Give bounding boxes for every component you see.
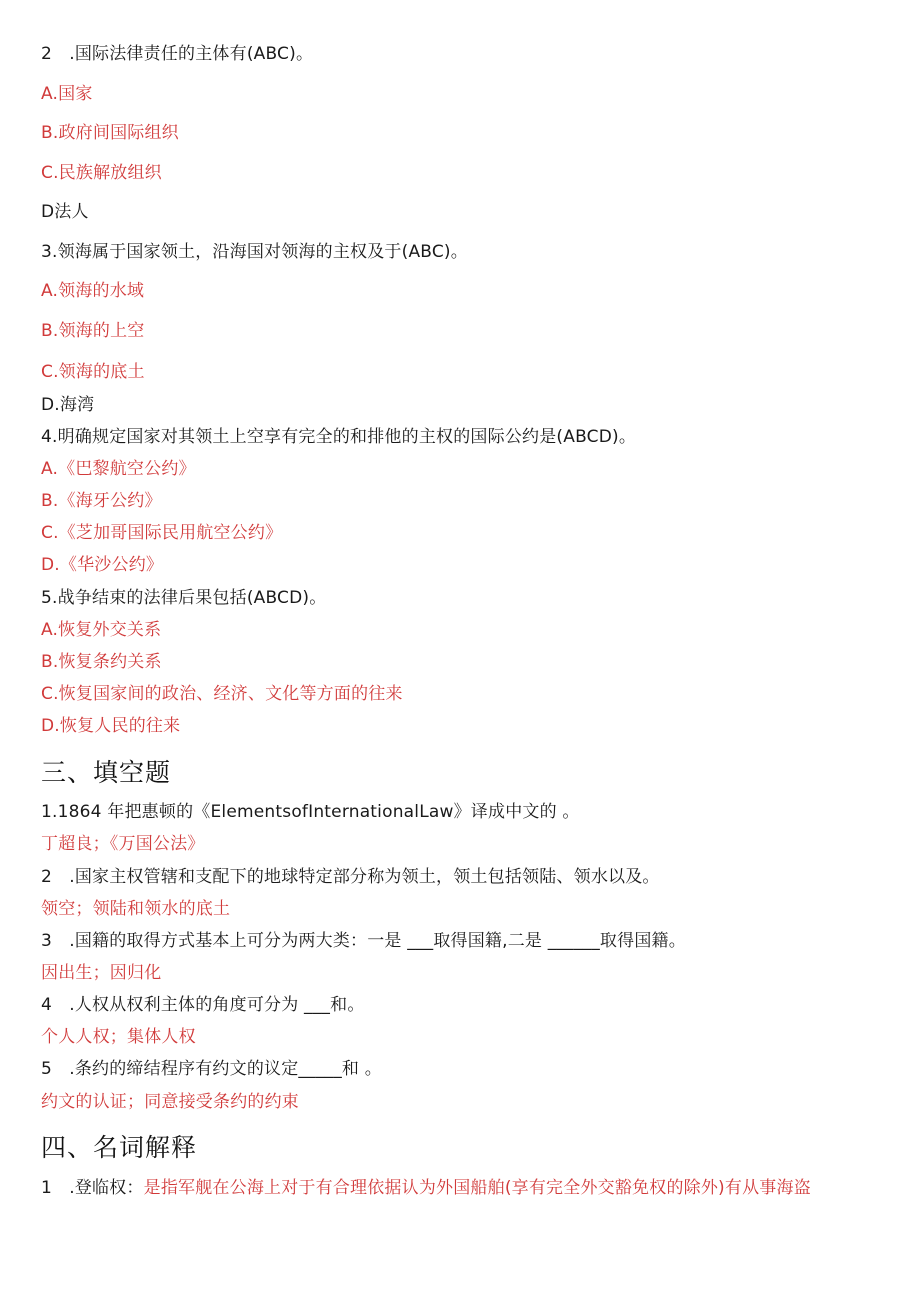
section-heading-fill-in: 三、填空题 [41, 758, 172, 787]
fill-answer-3: 因出生；因归化 [41, 963, 162, 983]
question-3: 3.领海属于国家领土，沿海国对领海的主权及于(ABC)。 [41, 242, 468, 262]
q4-option-d: D.《华沙公约》 [41, 555, 164, 575]
q2-option-b: B.政府间国际组织 [41, 123, 179, 143]
q5-option-a: A.恢复外交关系 [41, 620, 162, 640]
fill-answer-1: 丁超良；《万国公法》 [41, 834, 205, 854]
q2-option-c: C.民族解放组织 [41, 163, 162, 183]
fill-answer-2: 领空；领陆和领水的底土 [41, 899, 231, 919]
q3-option-a: A.领海的水域 [41, 281, 145, 301]
q3-option-c: C.领海的底土 [41, 362, 145, 382]
term-1-label: 1 .登临权： [41, 1178, 144, 1198]
question-4: 4.明确规定国家对其领土上空享有完全的和排他的主权的国际公约是(ABCD)。 [41, 427, 637, 447]
fill-answer-4: 个人人权；集体人权 [41, 1027, 196, 1047]
q3-option-b: B.领海的上空 [41, 321, 145, 341]
q3-option-d: D.海湾 [41, 395, 95, 415]
q4-option-c: C.《芝加哥国际民用航空公约》 [41, 523, 283, 543]
term-1-definition: 是指军舰在公海上对于有合理依据认为外国船舶(享有完全外交豁免权的除外)有从事海盗 [143, 1178, 811, 1198]
q4-option-b: B.《海牙公约》 [41, 491, 162, 511]
fill-question-5: 5 .条约的缔结程序有约文的议定_____和 。 [41, 1059, 382, 1079]
term-1 [41, 1177, 811, 1199]
fill-question-4: 4 .人权从权利主体的角度可分为 ___和。 [41, 995, 365, 1015]
q2-option-d: D法人 [41, 202, 89, 222]
q5-option-b: B.恢复条约关系 [41, 652, 162, 672]
q4-option-a: A.《巴黎航空公约》 [41, 459, 196, 479]
q5-option-c: C.恢复国家间的政治、经济、文化等方面的往来 [41, 684, 403, 704]
fill-question-2: 2 .国家主权管辖和支配下的地球特定部分称为领土，领土包括领陆、领水以及。 [41, 867, 660, 887]
q5-option-d: D.恢复人民的往来 [41, 716, 181, 736]
section-heading-terms: 四、名词解释 [41, 1133, 198, 1162]
fill-answer-5: 约文的认证；同意接受条约的约束 [41, 1092, 299, 1112]
question-5: 5.战争结束的法律后果包括(ABCD)。 [41, 588, 327, 608]
question-2: 2 .国际法律责任的主体有(ABC)。 [41, 44, 314, 64]
fill-question-3: 3 .国籍的取得方式基本上可分为两大类：一是 ___取得国籍,二是 ______取得国籍。 [41, 931, 686, 951]
q2-option-a: A.国家 [41, 84, 93, 104]
fill-question-1: 1.1864 年把惠顿的《ElementsofInternationalLaw》译成中文的 。 [41, 802, 580, 822]
